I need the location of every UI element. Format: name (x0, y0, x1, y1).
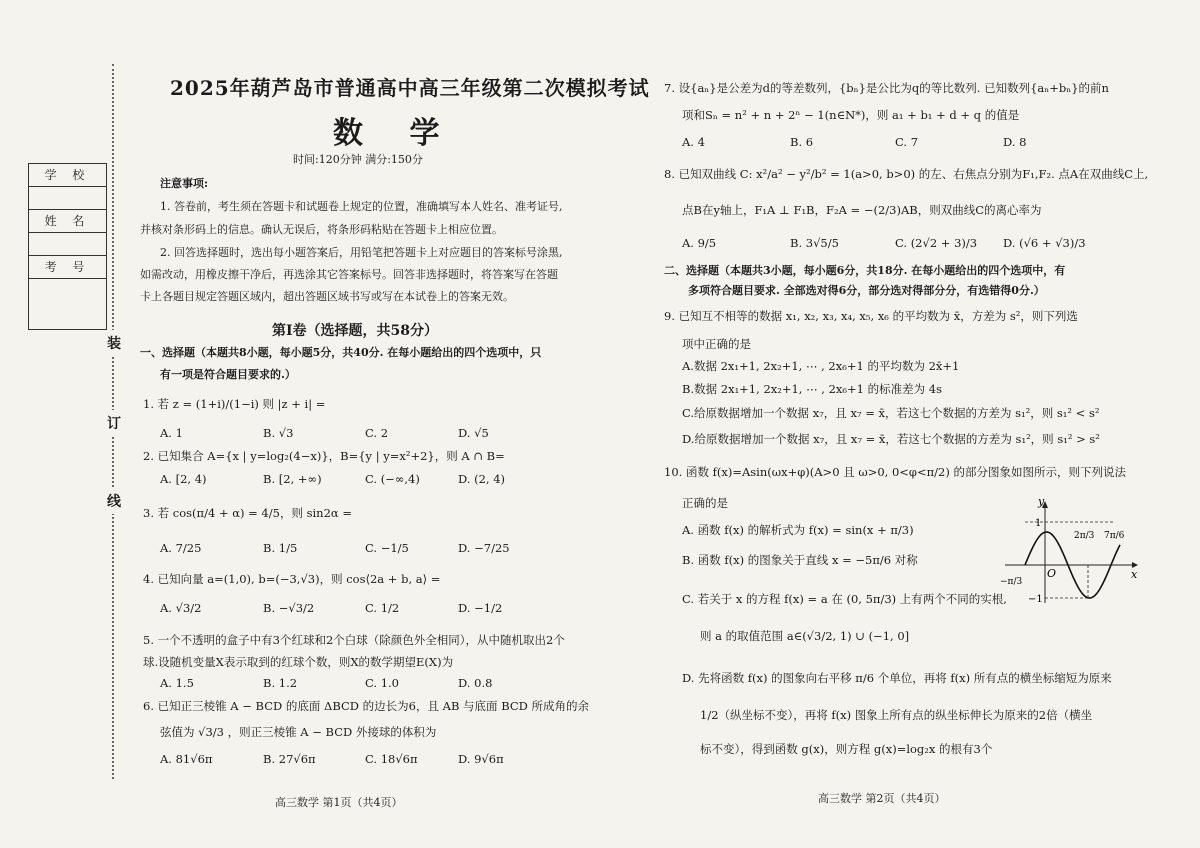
q8-option-a: A. 9/5 (682, 236, 717, 250)
number-blank[interactable] (29, 279, 106, 329)
q10-option-b: B. 函数 f(x) 的图象关于直线 x = −5π/6 对称 (682, 553, 918, 567)
q1-option-a: A. 1 (160, 426, 183, 440)
q1-option-b: B. √3 (263, 426, 294, 440)
q9-option-b: B.数据 2x₁+1, 2x₂+1, ⋯ , 2x₆+1 的标准差为 4s (682, 382, 942, 396)
sine-graph (1000, 498, 1140, 608)
q5-option-a: A. 1.5 (160, 676, 194, 690)
exam-title: 2025年葫芦岛市普通高中高三年级第二次模拟考试 (170, 76, 650, 100)
q5-option-b: B. 1.2 (263, 676, 298, 690)
student-info-box (28, 163, 107, 330)
section2-heading: 多项符合题目要求. 全部选对得6分，部分选对得部分分，有选错得0分.） (688, 284, 1045, 297)
left-footer: 高三数学 第1页（共4页） (275, 796, 403, 809)
q7-option-d: D. 8 (1003, 135, 1027, 149)
y-min-label: −1 (1028, 594, 1043, 605)
section1-heading: 一、选择题（本题共8小题，每小题5分，共40分. 在每小题给出的四个选项中，只 (140, 346, 542, 359)
question-6: 弦值为 √3/3 ，则正三棱锥 A − BCD 外接球的体积为 (160, 725, 437, 739)
binding-char-xian: 线 (107, 488, 121, 514)
q9-option-a: A.数据 2x₁+1, 2x₂+1, ⋯ , 2x₆+1 的平均数为 2x̄+1 (682, 359, 960, 373)
school-label: 学 校 (29, 164, 106, 187)
q4-option-d: D. −1/2 (458, 601, 503, 615)
q9-option-d: D.给原数据增加一个数据 x₇，且 x₇ = x̄，若这七个数据的方差为 s₁²，则 s₁² > s² (682, 432, 1100, 446)
q3-option-b: B. 1/5 (263, 541, 298, 555)
q10-option-d: D. 先将函数 f(x) 的图象向右平移 π/6 个单位，再将 f(x) 所有点的横坐标缩短为原来 (682, 671, 1112, 685)
q7-option-a: A. 4 (682, 135, 705, 149)
q10-option-c: 则 a 的取值范围 a∈(√3/2, 1) ∪ (−1, 0] (700, 629, 910, 643)
question-9: 项中正确的是 (682, 337, 751, 351)
question-6: 6. 已知正三棱锥 A − BCD 的底面 ΔBCD 的边长为6，且 AB 与底面 BCD 所成角的余 (143, 699, 590, 713)
q9-option-c: C.给原数据增加一个数据 x₇，且 x₇ = x̄，若这七个数据的方差为 s₁²，则 s₁² < s² (682, 406, 1100, 420)
right-footer: 高三数学 第2页（共4页） (818, 792, 946, 805)
notice-line: 2. 回答选择题时，选出每小题答案后，用铅笔把答题卡上对应题目的答案标号涂黑, (160, 246, 563, 259)
q1-option-c: C. 2 (365, 426, 389, 440)
question-8: 点B在y轴上，F₁A ⊥ F₁B，F₂A = −(2/3)AB，则双曲线C的离心率为 (682, 203, 1042, 217)
q8-option-c: C. (2√2 + 3)/3 (895, 236, 978, 250)
question-10: 10. 函数 f(x)=Asin(ωx+φ)(A>0 且 ω>0, 0<φ<π/2) 的部分图象如图所示，则下列说法 (664, 465, 1126, 479)
q5-option-c: C. 1.0 (365, 676, 399, 690)
q6-option-b: B. 27√6π (263, 752, 316, 766)
question-5: 5. 一个不透明的盒子中有3个红球和2个白球（除颜色外全相同），从中随机取出2个 (143, 633, 565, 647)
binding-char-zhuang: 装 (107, 330, 121, 356)
school-blank[interactable] (29, 187, 106, 210)
question-10: 正确的是 (682, 496, 728, 510)
x-axis-label: x (1131, 568, 1138, 581)
q6-option-d: D. 9√6π (458, 752, 504, 766)
q2-option-c: C. (−∞,4) (365, 472, 420, 486)
q3-option-c: C. −1/5 (365, 541, 409, 555)
time-info: 时间:120分钟 满分:150分 (293, 153, 423, 166)
name-blank[interactable] (29, 233, 106, 256)
notice-line: 并核对条形码上的信息。确认无误后，将条形码粘贴在答题卡上相应位置。 (140, 223, 503, 236)
notice-heading: 注意事项: (160, 177, 209, 190)
origin-label: O (1047, 567, 1057, 580)
q2-option-b: B. [2, +∞) (263, 472, 322, 486)
name-label: 姓 名 (29, 210, 106, 233)
q4-option-b: B. −√3/2 (263, 601, 315, 615)
q6-option-c: C. 18√6π (365, 752, 418, 766)
q8-option-d: D. (√6 + √3)/3 (1003, 236, 1086, 250)
q10-option-d: 1/2（纵坐标不变），再将 f(x) 图象上所有点的纵坐标伸长为原来的2倍（横坐 (700, 708, 1093, 722)
q8-option-b: B. 3√5/5 (790, 236, 839, 250)
q5-option-d: D. 0.8 (458, 676, 493, 690)
q2-option-d: D. (2, 4) (458, 472, 506, 486)
q4-option-c: C. 1/2 (365, 601, 400, 615)
notice-line: 1. 答卷前，考生须在答题卡和试题卷上规定的位置，准确填写本人姓名、准考证号, (160, 200, 563, 213)
q10-option-d: 标不变），得到函数 g(x)，则方程 g(x)=log₂x 的根有3个 (700, 742, 993, 756)
question-2: 2. 已知集合 A={x | y=log₂(4−x)}，B={y | y=x²+2}，则 A ∩ B= (143, 449, 505, 463)
q3-option-d: D. −7/25 (458, 541, 510, 555)
question-4: 4. 已知向量 a=(1,0), b=(−3,√3)，则 cos⟨2a + b, a⟩ = (143, 572, 441, 586)
y-axis-label: y (1038, 498, 1045, 508)
question-5: 球.设随机变量X表示取到的红球个数，则X的数学期望E(X)为 (143, 655, 454, 669)
q6-option-a: A. 81√6π (160, 752, 213, 766)
part1-heading: 第Ⅰ卷（选择题，共58分） (272, 323, 439, 339)
section2-heading: 二、选择题（本题共3小题，每小题6分，共18分. 在每小题给出的四个选项中，有 (664, 264, 1066, 277)
number-label: 考 号 (29, 256, 106, 279)
question-8: 8. 已知双曲线 C: x²/a² − y²/b² = 1(a>0, b>0) 的左、右焦点分别为F₁,F₂. 点A在双曲线C上, (664, 167, 1149, 181)
q7-option-b: B. 6 (790, 135, 814, 149)
q3-option-a: A. 7/25 (160, 541, 202, 555)
tick-7pi-6: 7π/6 (1104, 531, 1125, 541)
y-max-label: 1 (1035, 518, 1042, 529)
notice-line: 卡上各题目规定答题区域内，超出答题区域书写或写在本试卷上的答案无效。 (140, 290, 514, 303)
q10-option-c: C. 若关于 x 的方程 f(x) = a 在 (0, 5π/3) 上有两个不同的实根, (682, 592, 1007, 606)
binding-char-ding: 订 (107, 410, 121, 436)
section1-heading: 有一项是符合题目要求的.） (160, 368, 296, 381)
question-3: 3. 若 cos(π/4 + α) = 4/5，则 sin2α = (143, 506, 352, 520)
notice-line: 如需改动，用橡皮擦干净后，再选涂其它答案标号。回答非选择题时，将答案写在答题 (140, 268, 558, 281)
q7-option-c: C. 7 (895, 135, 919, 149)
question-9: 9. 已知互不相等的数据 x₁, x₂, x₃, x₄, x₅, x₆ 的平均数为 x̄，方差为 s²，则下列选 (664, 309, 1078, 323)
q2-option-a: A. [2, 4) (160, 472, 207, 486)
question-7: 项和Sₙ = n² + n + 2ⁿ − 1(n∈N*)，则 a₁ + b₁ + d + q 的值是 (682, 108, 1020, 122)
question-7: 7. 设{aₙ}是公差为d的等差数列，{bₙ}是公比为q的等比数列. 已知数列{aₙ+bₙ}的前n (664, 81, 1109, 95)
question-1: 1. 若 z = (1+i)/(1−i) 则 |z + i| = (143, 397, 326, 411)
q1-option-d: D. √5 (458, 426, 489, 440)
tick-2pi-3: 2π/3 (1074, 531, 1095, 541)
tick-neg-pi-3: −π/3 (1000, 577, 1023, 587)
q10-option-a: A. 函数 f(x) 的解析式为 f(x) = sin(x + π/3) (682, 523, 914, 537)
q4-option-a: A. √3/2 (160, 601, 202, 615)
subject-title: 数 学 (333, 116, 458, 151)
